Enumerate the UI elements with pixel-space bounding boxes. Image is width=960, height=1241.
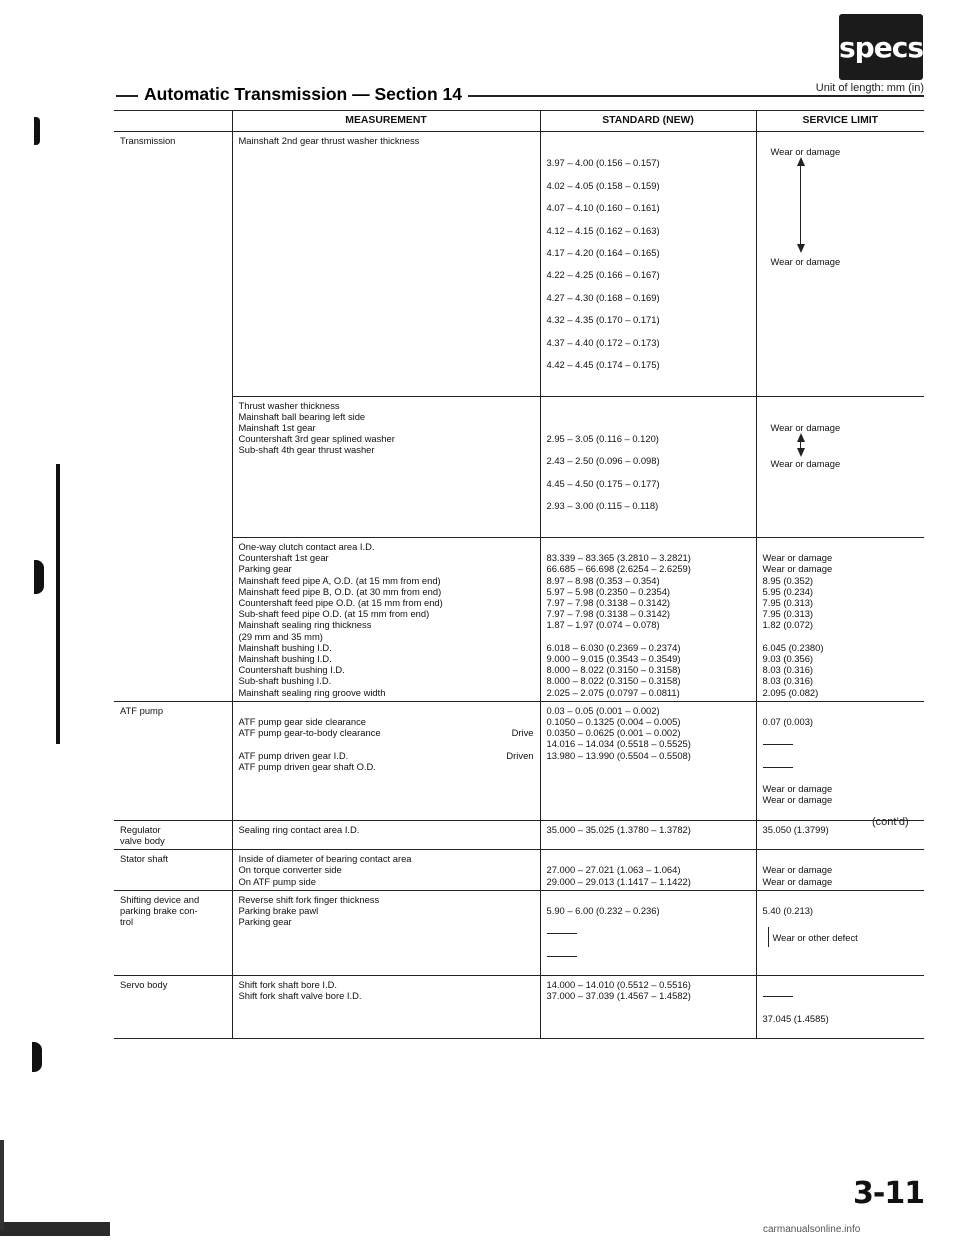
limit-value: 5.40 (0.213) (762, 904, 814, 916)
standard-value: 4.37 – 4.40 (0.172 – 0.173) (546, 336, 660, 348)
system-cell: Regulator valve body (114, 820, 232, 849)
limit-value: 0.07 (0.003) (762, 715, 814, 727)
standard-cell (540, 396, 756, 537)
dash (763, 744, 793, 745)
standard-value: 2.95 – 3.05 (0.116 – 0.120) (546, 433, 659, 445)
standard-value: 3.97 – 4.00 (0.156 – 0.157) (546, 157, 660, 169)
limit-cell (756, 701, 924, 820)
standard-cell: 14.000 – 14.010 (0.5512 – 0.5516) 37.000 – 37.039 (1.4567 – 1.4582) (540, 976, 756, 1039)
measurement-text: ATF pump gear side clearance ATF pump gear-to-body clearance ATF pump driven gear I.D. ATF pump driven gear shaft O.D. (238, 715, 381, 772)
limit-value: Wear or damage (770, 146, 841, 158)
standard-cell: 35.000 – 35.025 (1.3780 – 1.3782) (540, 820, 756, 849)
arrow-down-icon (797, 244, 805, 253)
header-measurement: MEASUREMENT (232, 111, 540, 132)
unit-note: Unit of length: mm (in) (810, 82, 924, 94)
table-row (114, 820, 924, 849)
binder-mark (32, 1042, 42, 1072)
page-number: 3-11 (853, 1176, 925, 1211)
measurement-cell: One-way clutch contact area I.D. Countershaft 1st gear Parking gear Mainshaft feed pipe A, O.D. (at 15 mm from end) Mainshaft feed pipe B, O.D. (at 30 mm from end) Countershaft feed pipe O.D. (at 15 mm from end) Sub-shaft feed pipe O.D. (at 15 mm from end) Mainshaft sealing ring thickness (29 mm and 35 mm) Mainshaft bushing I.D. Mainshaft bushing I.D. Countershaft bushing I.D. Sub-shaft bushing I.D. Mainshaft sealing ring groove width (232, 537, 540, 701)
page-title: Automatic Transmission — Section 14 (138, 84, 468, 105)
drive-label: Drive (511, 727, 534, 739)
measurement-cell: Inside of diameter of bearing contact area On torque converter side On ATF pump side (232, 850, 540, 891)
driven-label: Driven (506, 749, 534, 761)
limit-value: Wear or other defect (772, 931, 858, 943)
limit-value: Wear or damage Wear or damage (762, 783, 833, 806)
system-cell: ATF pump (114, 701, 232, 820)
limit-value: Wear or damage (770, 256, 841, 268)
arrow-up-icon (797, 157, 805, 166)
measurement-cell: Sealing ring contact area I.D. (232, 820, 540, 849)
standard-value: 5.90 – 6.00 (0.232 – 0.236) (546, 904, 660, 916)
binder-edge (0, 1140, 4, 1230)
limit-cell (756, 396, 924, 537)
table-row (114, 396, 924, 537)
standard-cell (540, 132, 756, 397)
standard-cell: 0.03 – 0.05 (0.001 – 0.002) 0.1050 – 0.1325 (0.004 – 0.005) 0.0350 – 0.0625 (0.001 – 0.002) 14.016 – 14.034 (0.5518 – 0.5525) 13.980 – 13.990 (0.5504 – 0.5508) (540, 701, 756, 820)
specs-badge (839, 14, 923, 80)
brace-icon (763, 927, 769, 947)
brace-group (763, 927, 920, 947)
section-header (116, 84, 924, 106)
header-system (114, 111, 232, 132)
standard-value: 2.43 – 2.50 (0.096 – 0.098) (546, 455, 660, 467)
arrow-shaft (800, 166, 802, 244)
arrow-down-icon (797, 448, 805, 457)
binder-mark (34, 117, 40, 145)
table-header-row (114, 111, 924, 132)
measurement-cell: Thrust washer thickness Mainshaft ball bearing left side Mainshaft 1st gear Countershaft 3rd gear splined washer Sub-shaft 4th gear thrust washer (232, 396, 540, 537)
spec-table (114, 110, 924, 1039)
standard-value: 4.02 – 4.05 (0.158 – 0.159) (546, 179, 660, 191)
binder-mark (34, 560, 44, 594)
standard-cell (540, 890, 756, 975)
standard-value: 2.93 – 3.00 (0.115 – 0.118) (546, 500, 659, 512)
limit-cell: 35.050 (1.3799) (756, 820, 924, 849)
limit-cell: Wear or damage Wear or damage 8.95 (0.352) 5.95 (0.234) 7.95 (0.313) 7.95 (0.313) 1.82 (0.072) 6.045 (0.2380) 9.03 (0.356) 8.03 (0.316) 8.03 (0.316) 2.095 (0.082) (756, 537, 924, 701)
specs-badge-label: specs (839, 30, 923, 64)
binder-corner (0, 1222, 110, 1236)
limit-cell (756, 132, 924, 397)
measurement-cell (232, 701, 540, 820)
dash (547, 933, 577, 934)
dash (547, 956, 577, 957)
standard-value: 4.12 – 4.15 (0.162 – 0.163) (546, 224, 660, 236)
arrow-up-icon (797, 433, 805, 442)
standard-value: 4.17 – 4.20 (0.164 – 0.165) (546, 247, 660, 259)
dash (763, 767, 793, 768)
measurement-cell: Mainshaft 2nd gear thrust washer thickness (232, 132, 540, 397)
standard-value: 4.22 – 4.25 (0.166 – 0.167) (546, 269, 660, 281)
standard-cell: 27.000 – 27.021 (1.063 – 1.064) 29.000 – 29.013 (1.1417 – 1.1422) (540, 850, 756, 891)
limit-value: Wear or damage (770, 458, 841, 470)
header-rule-left (116, 95, 138, 97)
standard-cell: 83.339 – 83.365 (3.2810 – 3.2821) 66.685 – 66.698 (2.6254 – 2.6259) 8.97 – 8.98 (0.353 – 0.354) 5.97 – 5.98 (0.2350 – 0.2354) 7.97 – 7.98 (0.3138 – 0.3142) 7.97 – 7.98 (0.3138 – 0.3142) 1.87 – 1.97 (0.074 – 0.078) 6.018 – 6.030 (0.2369 – 0.2374) 9.000 – 9.015 (0.3543 – 0.3549) 8.000 – 8.022 (0.3150 – 0.3158) 8.000 – 8.022 (0.3150 – 0.3158) 2.025 – 2.075 (0.0797 – 0.0811) (540, 537, 756, 701)
table-row (114, 701, 924, 820)
binder-line (56, 464, 60, 744)
measurement-cell: Reverse shift fork finger thickness Parking brake pawl Parking gear (232, 890, 540, 975)
system-cell: Servo body (114, 976, 232, 1039)
system-cell: Stator shaft (114, 850, 232, 891)
table-row (114, 537, 924, 701)
standard-value: 4.45 – 4.50 (0.175 – 0.177) (546, 477, 660, 489)
limit-cell: Wear or damage Wear or damage (756, 850, 924, 891)
table-row (114, 976, 924, 1039)
limit-cell (756, 976, 924, 1039)
system-cell: Shifting device and parking brake con- trol (114, 890, 232, 975)
standard-value: 4.07 – 4.10 (0.160 – 0.161) (546, 202, 660, 214)
standard-value: 4.42 – 4.45 (0.174 – 0.175) (546, 359, 660, 371)
standard-value: 4.27 – 4.30 (0.168 – 0.169) (546, 291, 660, 303)
limit-value: 37.045 (1.4585) (762, 1012, 829, 1024)
standard-value: 4.32 – 4.35 (0.170 – 0.171) (546, 314, 660, 326)
limit-cell (756, 890, 924, 975)
measurement-cell: Shift fork shaft bore I.D. Shift fork shaft valve bore I.D. (232, 976, 540, 1039)
watermark: carmanualsonline.info (763, 1224, 861, 1235)
drive-driven-labels (506, 716, 533, 772)
table-row (114, 132, 924, 397)
continued-note: (cont’d) (872, 816, 909, 828)
table-row (114, 890, 924, 975)
system-cell: Transmission (114, 132, 232, 702)
header-limit: SERVICE LIMIT (756, 111, 924, 132)
header-standard: STANDARD (NEW) (540, 111, 756, 132)
table-row (114, 850, 924, 891)
dash (763, 996, 793, 997)
limit-value: Wear or damage (770, 421, 841, 433)
